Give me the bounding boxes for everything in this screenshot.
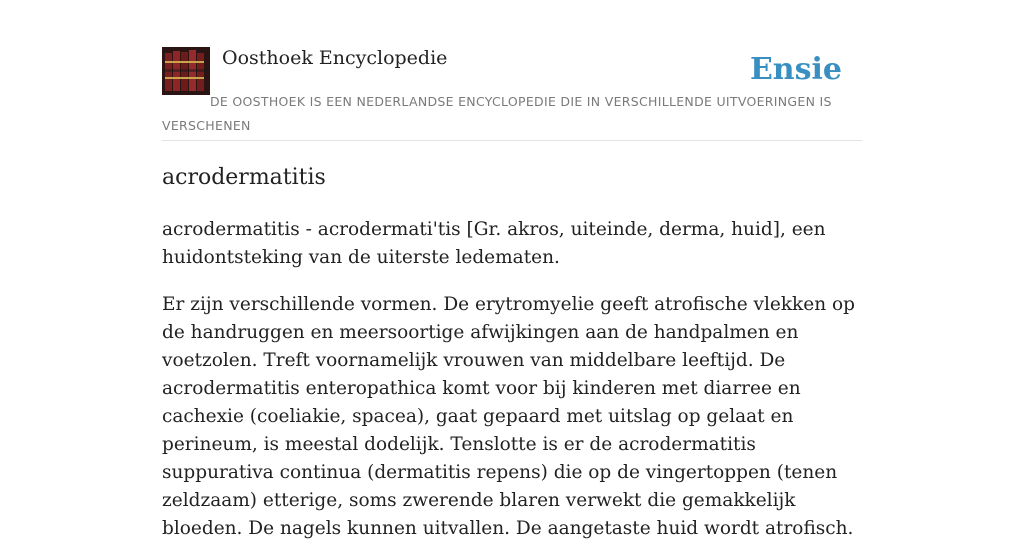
site-header <box>162 46 862 141</box>
article <box>162 162 862 543</box>
article-paragraph-2: Er zijn verschillende vormen. De erytromyelie geeft atrofische vlekken op de handruggen en meersoortige afwijkingen aan de handpalmen en voetzolen. Treft voornamelijk vrouwen van middelbare leeftijd. De acrodermatitis enteropathica komt voor bij kinderen met diarree en cachexie (coeliakie, spacea), gaat gepaard met uitslag op gelaat en perineum, is meestal dodelijk. Tenslotte is er de acrodermatitis suppurativa continua (dermatitis repens) die op de vingertoppen (tenen zeldzaam) etterige, soms zwerende blaren verwekt die gemakkelijk bloeden. De nagels kunnen uitvallen. De aangetaste huid wordt atrofisch. <box>162 294 855 539</box>
site-tagline: DE OOSTHOEK IS EEN NEDERLANDSE ENCYCLOPEDIE DIE IN VERSCHILLENDE UITVOERINGEN IS VERSCHENEN <box>162 94 832 133</box>
encyclopedia-books-icon[interactable] <box>162 47 210 95</box>
article-title: acrodermatitis <box>162 165 326 190</box>
brand-logo[interactable]: Ensie <box>749 52 842 87</box>
article-paragraph-1: acrodermatitis - acrodermati'tis [Gr. akros, uiteinde, derma, huid], een huidontsteking van de uiterste ledematen. <box>162 219 826 268</box>
site-name[interactable]: Oosthoek Encyclopedie <box>222 47 448 69</box>
